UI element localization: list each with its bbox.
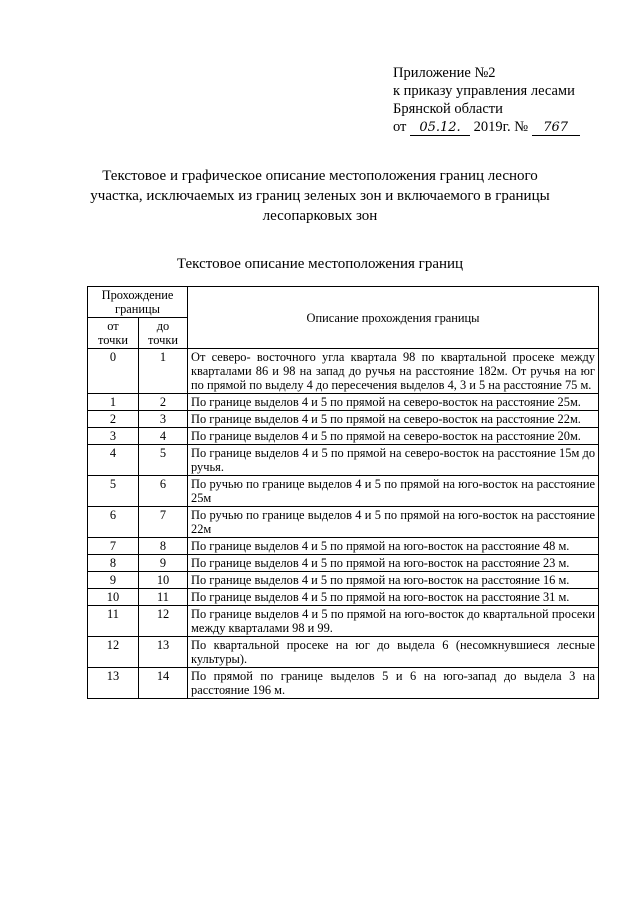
header-from: от точки	[88, 318, 139, 349]
point-to-cell: 2	[139, 394, 188, 411]
year-text: 2019г. №	[473, 119, 529, 135]
description-cell: По границе выделов 4 и 5 по прямой на юго-восток на расстояние 31 м.	[188, 589, 599, 606]
table-row	[88, 445, 599, 476]
point-to-cell: 9	[139, 555, 188, 572]
description-cell: От северо- восточного угла квартала 98 по квартальной просеке между кварталами 86 и 98 на запад до ручья на расстояние 182м. От ручья на юг по прямой по выделу 4 до пересечения выделов 4, 3 и 5 на расстояние 75 м.	[188, 349, 599, 394]
table-row	[88, 668, 599, 699]
point-from-cell: 2	[88, 411, 139, 428]
appendix-header	[393, 64, 623, 136]
description-cell: По границе выделов 4 и 5 по прямой на юго-восток до квартальной просеки между кварталами 98 и 99.	[188, 606, 599, 637]
point-to-cell: 3	[139, 411, 188, 428]
point-from-cell: 5	[88, 476, 139, 507]
appendix-date-line	[393, 118, 623, 136]
handwritten-date: 05.12.	[410, 121, 470, 136]
document-subtitle: Текстовое описание местоположения границ	[176, 256, 464, 272]
point-from-cell: 10	[88, 589, 139, 606]
table-row	[88, 411, 599, 428]
description-cell: По границе выделов 4 и 5 по прямой на юго-восток на расстояние 23 м.	[188, 555, 599, 572]
point-from-cell: 6	[88, 507, 139, 538]
description-cell: По квартальной просеке на юг до выдела 6 (несомкнувшиеся лесные культуры).	[188, 637, 599, 668]
point-to-cell: 8	[139, 538, 188, 555]
point-from-cell: 0	[88, 349, 139, 394]
handwritten-number: 767	[532, 121, 580, 136]
table-row	[88, 606, 599, 637]
point-from-cell: 7	[88, 538, 139, 555]
appendix-number: Приложение №2	[393, 65, 496, 81]
table-row	[88, 538, 599, 555]
point-to-cell: 6	[139, 476, 188, 507]
table-row	[88, 476, 599, 507]
table-row	[88, 572, 599, 589]
table-row	[88, 555, 599, 572]
table-row	[88, 394, 599, 411]
description-cell: По границе выделов 4 и 5 по прямой на юго-восток на расстояние 16 м.	[188, 572, 599, 589]
point-to-cell: 11	[139, 589, 188, 606]
point-to-cell: 7	[139, 507, 188, 538]
document-title: Текстовое и графическое описание местоположения границ лесного участка, исключаемых из границ зеленых зон и включаемого в границы лесопарковых зон	[90, 168, 550, 224]
table-row	[88, 589, 599, 606]
point-from-cell: 8	[88, 555, 139, 572]
description-cell: По границе выделов 4 и 5 по прямой на северо-восток на расстояние 15м до ручья.	[188, 445, 599, 476]
table-row	[88, 428, 599, 445]
appendix-order-ref: к приказу управления лесами	[393, 83, 575, 99]
description-cell: По границе выделов 4 и 5 по прямой на северо-восток на расстояние 20м.	[188, 428, 599, 445]
point-from-cell: 3	[88, 428, 139, 445]
date-prefix: от	[393, 119, 407, 135]
point-to-cell: 4	[139, 428, 188, 445]
point-from-cell: 1	[88, 394, 139, 411]
boundary-table	[87, 286, 599, 699]
point-to-cell: 1	[139, 349, 188, 394]
header-to: до точки	[139, 318, 188, 349]
appendix-region: Брянской области	[393, 101, 503, 117]
point-from-cell: 12	[88, 637, 139, 668]
point-to-cell: 13	[139, 637, 188, 668]
table-row	[88, 507, 599, 538]
description-cell: По границе выделов 4 и 5 по прямой на северо-восток на расстояние 22м.	[188, 411, 599, 428]
header-passage: Прохождение границы	[88, 287, 188, 318]
header-description: Описание прохождения границы	[188, 287, 599, 349]
table-body	[88, 349, 599, 699]
point-from-cell: 4	[88, 445, 139, 476]
point-from-cell: 11	[88, 606, 139, 637]
table-row	[88, 349, 599, 394]
description-cell: По ручью по границе выделов 4 и 5 по прямой на юго-восток на расстояние 22м	[188, 507, 599, 538]
point-to-cell: 5	[139, 445, 188, 476]
description-cell: По ручью по границе выделов 4 и 5 по прямой на юго-восток на расстояние 25м	[188, 476, 599, 507]
point-to-cell: 12	[139, 606, 188, 637]
point-from-cell: 13	[88, 668, 139, 699]
point-to-cell: 10	[139, 572, 188, 589]
description-cell: По границе выделов 4 и 5 по прямой на юго-восток на расстояние 48 м.	[188, 538, 599, 555]
point-to-cell: 14	[139, 668, 188, 699]
description-cell: По прямой по границе выделов 5 и 6 на юго-запад до выдела 3 на расстояние 196 м.	[188, 668, 599, 699]
point-from-cell: 9	[88, 572, 139, 589]
table-row	[88, 637, 599, 668]
description-cell: По границе выделов 4 и 5 по прямой на северо-восток на расстояние 25м.	[188, 394, 599, 411]
